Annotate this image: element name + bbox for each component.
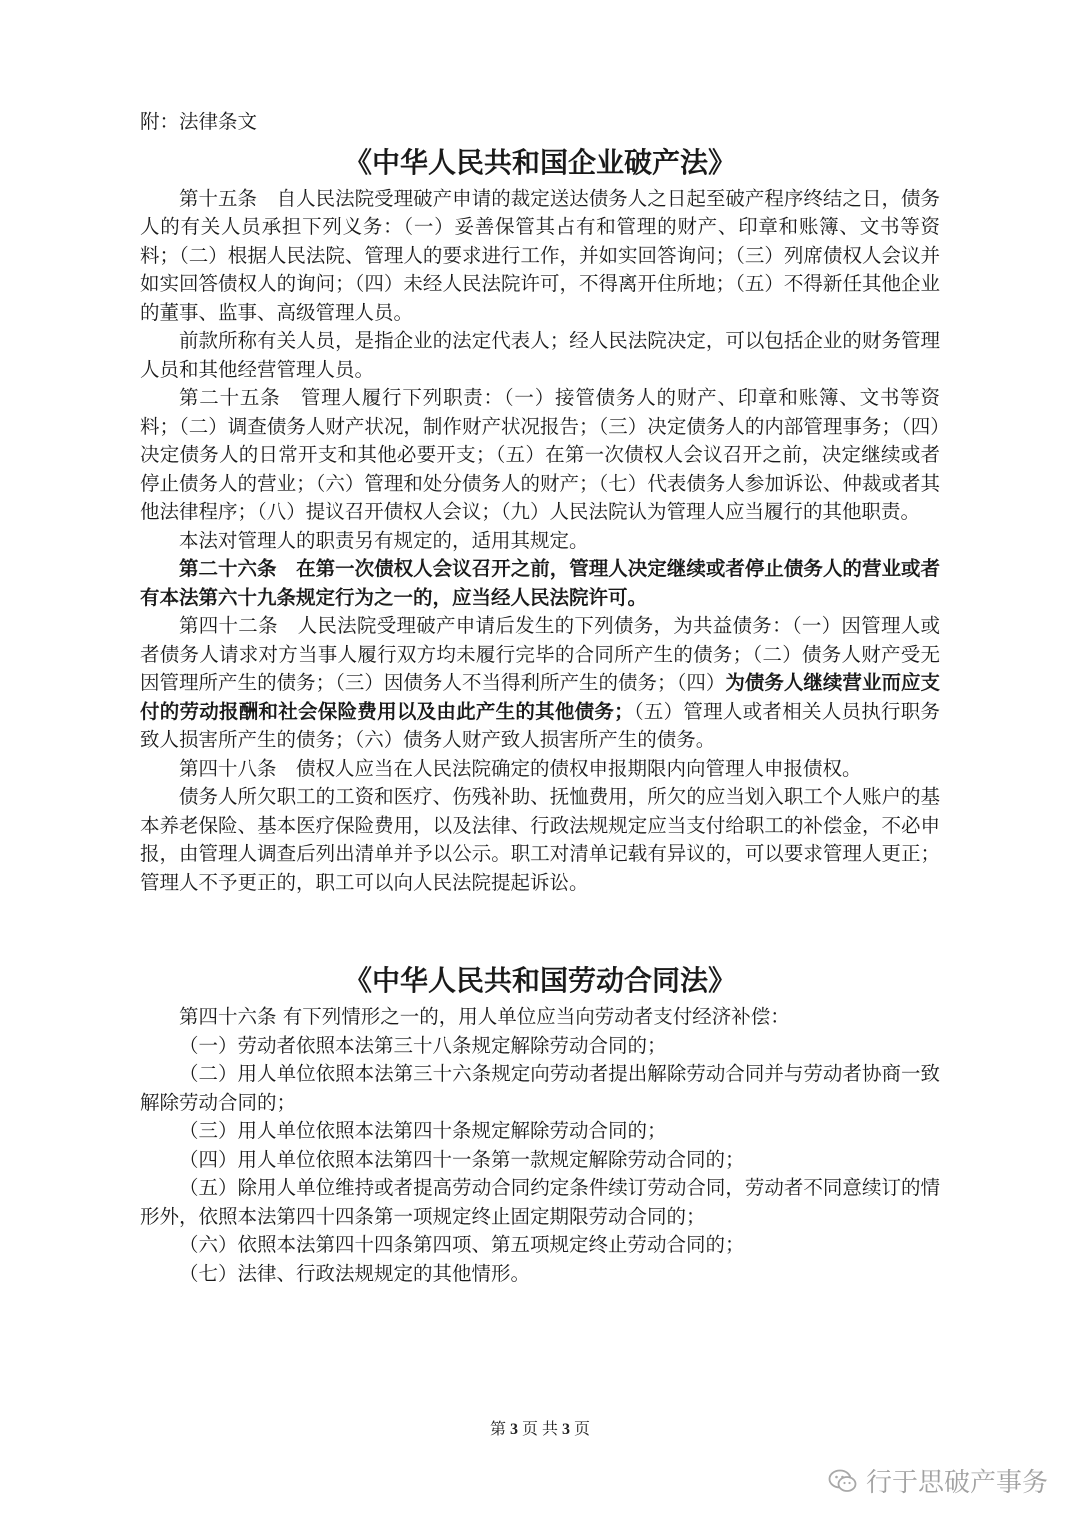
document-page [140,108,940,1288]
page-current: 3 [509,1421,518,1438]
article-26: 第二十六条 在第一次债权人会议召开之前，管理人决定继续或者停止债务人的营业或者有本法第六十九条规定行为之一的，应当经人民法院许可。 [140,557,940,609]
article-48-note: 债务人所欠职工的工资和医疗、伤残补助、抚恤费用，所欠的应当划入职工个人账户的基本养老保险、基本医疗保险费用，以及法律、行政法规规定应当支付给职工的补偿金，不必申报，由管理人调查后列出清单并予以公示。职工对清单记载有异议的，可以要求管理人更正；管理人不予更正的，职工可以向人民法院提起诉讼。 [140,785,940,894]
attachment-label: 附：法律条文 [140,110,258,133]
article-42-rest: （五）管理人或者相关人员执行职务致人损害所产生的债务；（六）债务人财产致人损害所产生的债务。 [140,699,940,751]
article-46-item: （五）除用人单位维持或者提高劳动合同约定条件续订劳动合同，劳动者不同意续订的情形外，依照本法第四十四条第一项规定终止固定期限劳动合同的； [140,1176,940,1228]
article-46-intro: 第四十六条 有下列情形之一的，用人单位应当向劳动者支付经济补偿： [179,1005,790,1028]
article-42-text: 第四十二条 人民法院受理破产申请后发生的下列债务，为共益债务：（一）因管理人或者债务人请求对方当事人履行双方均未履行完毕的合同所产生的债务；（二）债务人财产受无因管理所产生的债务；（三）因债务人不当得利所产生的债务；（四） [140,614,940,694]
watermark-text: 行于思破产事务 [865,1468,1048,1498]
article-46-item: （三）用人单位依照本法第四十条规定解除劳动合同的； [179,1119,667,1142]
article-42-bold: 为债务人继续营业而应支付的劳动报酬和社会保险费用以及由此产生的其他债务； [140,671,940,723]
page-suffix: 页 [574,1421,591,1438]
article-42 [140,612,940,755]
article-46-item: （一）劳动者依照本法第三十八条规定解除劳动合同的； [179,1033,667,1057]
article-48: 第四十八条 债权人应当在人民法院确定的债权申报期限内向管理人申报债权。 [179,756,862,780]
page-prefix: 第 [489,1421,506,1438]
article-46-item: （四）用人单位依照本法第四十一条第一款规定解除劳动合同的； [179,1147,745,1171]
article-25-note: 本法对管理人的职责另有规定的，适用其规定。 [179,528,589,552]
article-25: 第二十五条 管理人履行下列职责：（一）接管债务人的财产、印章和账簿、文书等资料；（二）调查债务人财产状况，制作财产状况报告；（三）决定债务人的内部管理事务；（四）决定债务人的日常开支和其他必要开支；（五）在第一次债权人会议召开之前，决定继续或者停止债务人的营业；（六）管理和处分债务人的财产；（七）代表债务人参加诉讼、仲裁或者其他法律程序；（八）提议召开债权人会议；（九）人民法院认为管理人应当履行的其他职责。 [140,386,940,523]
article-46-item: （二）用人单位依照本法第三十六条规定向劳动者提出解除劳动合同并与劳动者协商一致解除劳动合同的； [140,1062,940,1114]
page-number [0,1416,1080,1439]
law-title-bankruptcy: 《中华人民共和国企业破产法》 [343,145,736,179]
watermark [828,1462,1048,1499]
law-title-labor-contract: 《中华人民共和国劳动合同法》 [343,964,736,997]
article-15: 第十五条 自人民法院受理破产申请的裁定送达债务人之日起至破产程序终结之日，债务人的有关人员承担下列义务：（一）妥善保管其占有和管理的财产、印章和账簿、文书等资料；（二）根据人民法院、管理人的要求进行工作，并如实回答询问；（三）列席债权人会议并如实回答债权人的询问；（四）未经人民法院许可，不得离开住所地；（五）不得新任其他企业的董事、监事、高级管理人员。 [140,186,940,324]
wechat-icon [828,1468,858,1494]
article-46-item: （七）法律、行政法规规定的其他情形。 [179,1261,531,1285]
page-total: 3 [562,1421,570,1438]
article-46-item: （六）依照本法第四十四条第四项、第五项规定终止劳动合同的； [179,1233,745,1256]
article-15-note: 前款所称有关人员，是指企业的法定代表人；经人民法院决定，可以包括企业的财务管理人员和其他经营管理人员。 [140,329,940,381]
page-middle: 页 共 [521,1421,558,1438]
